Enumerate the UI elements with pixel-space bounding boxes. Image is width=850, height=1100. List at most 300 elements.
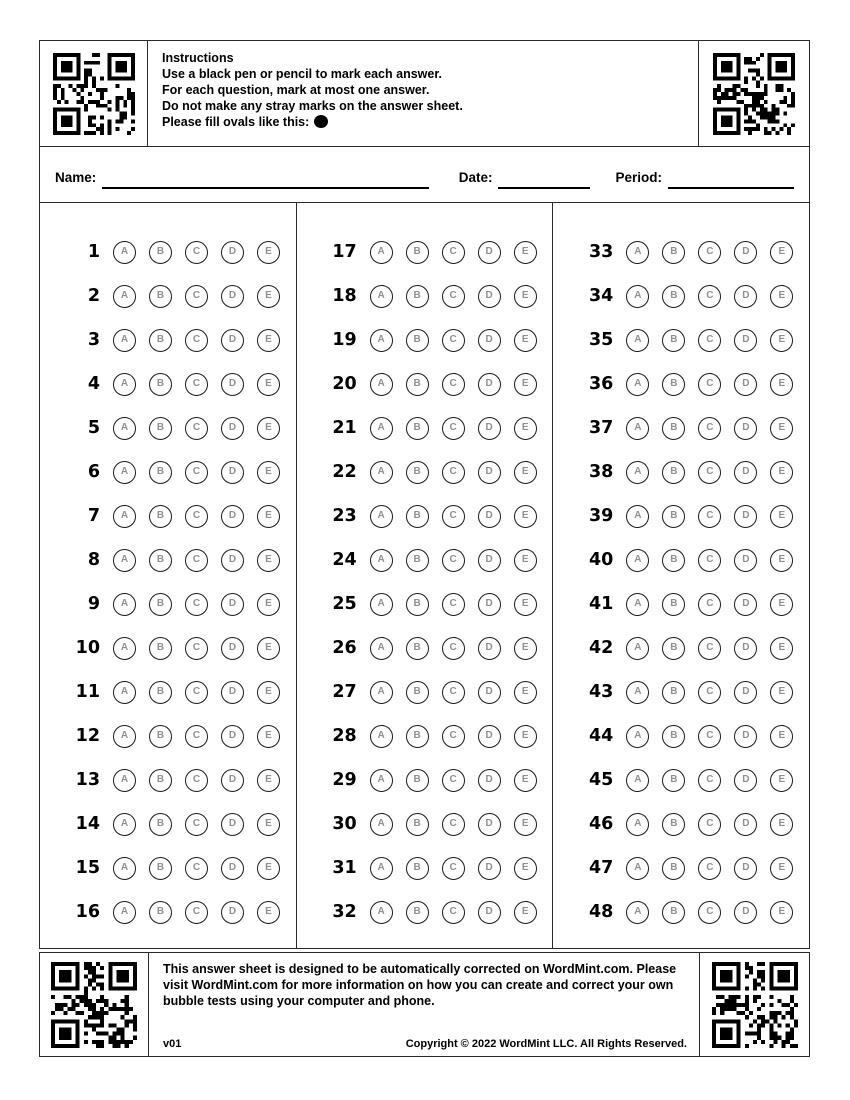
bubble-letter: B [670, 730, 678, 741]
bubble-q13-c[interactable] [185, 769, 208, 792]
bubble-q37-c[interactable] [698, 417, 721, 440]
bubble-q8-d[interactable] [221, 549, 244, 572]
bubble-q12-c[interactable] [185, 725, 208, 748]
bubble-letter: C [449, 290, 457, 301]
bubble-q29-e[interactable] [514, 769, 537, 792]
bubble-q2-d[interactable] [221, 285, 244, 308]
bubble-q18-e[interactable] [514, 285, 537, 308]
bubble-q9-c[interactable] [185, 593, 208, 616]
bubble-letter: E [265, 334, 272, 345]
bubble-q6-c[interactable] [185, 461, 208, 484]
bubble-q41-c[interactable] [698, 593, 721, 616]
bubble-q28-a[interactable] [370, 725, 393, 748]
bubble-q42-e[interactable] [770, 637, 793, 660]
bubble-q27-d[interactable] [478, 681, 501, 704]
bubble-q1-e[interactable] [257, 241, 280, 264]
date-field[interactable] [498, 171, 590, 189]
bubble-q22-d[interactable] [478, 461, 501, 484]
bubble-q29-b[interactable] [406, 769, 429, 792]
bubble-q14-a[interactable] [113, 813, 136, 836]
bubble-q20-b[interactable] [406, 373, 429, 396]
bubble-letter: B [670, 246, 678, 257]
bubble-q36-d[interactable] [734, 373, 757, 396]
bubble-q46-d[interactable] [734, 813, 757, 836]
bubble-group-8 [113, 549, 280, 572]
bubble-q20-d[interactable] [478, 373, 501, 396]
name-field[interactable] [102, 171, 428, 189]
bubble-q21-a[interactable] [370, 417, 393, 440]
bubble-letter: D [228, 642, 237, 653]
bubble-q26-c[interactable] [442, 637, 465, 660]
bubble-q6-b[interactable] [149, 461, 172, 484]
bubble-q34-e[interactable] [770, 285, 793, 308]
bubble-q10-b[interactable] [149, 637, 172, 660]
bubble-q34-b[interactable] [662, 285, 685, 308]
bubble-q38-d[interactable] [734, 461, 757, 484]
bubble-q24-c[interactable] [442, 549, 465, 572]
bubble-group-29 [370, 769, 537, 792]
bubble-q25-b[interactable] [406, 593, 429, 616]
bubble-group-22 [370, 461, 537, 484]
bubble-q30-a[interactable] [370, 813, 393, 836]
bubble-q20-a[interactable] [370, 373, 393, 396]
bubble-q32-b[interactable] [406, 901, 429, 924]
bubble-q41-a[interactable] [626, 593, 649, 616]
bubble-q17-d[interactable] [478, 241, 501, 264]
bubble-q29-d[interactable] [478, 769, 501, 792]
bubble-q6-d[interactable] [221, 461, 244, 484]
bubble-group-44 [626, 725, 793, 748]
bubble-q21-e[interactable] [514, 417, 537, 440]
bubble-q31-b[interactable] [406, 857, 429, 880]
bubble-q28-e[interactable] [514, 725, 537, 748]
bubble-q31-a[interactable] [370, 857, 393, 880]
bubble-q7-e[interactable] [257, 505, 280, 528]
bubble-q39-a[interactable] [626, 505, 649, 528]
bubble-q23-a[interactable] [370, 505, 393, 528]
bubble-q32-e[interactable] [514, 901, 537, 924]
bubble-letter: B [156, 554, 165, 565]
bubble-q10-e[interactable] [257, 637, 280, 660]
question-number-5: 5 [87, 418, 100, 438]
bubble-q5-a[interactable] [113, 417, 136, 440]
bubble-q25-e[interactable] [514, 593, 537, 616]
bubble-q15-e[interactable] [257, 857, 280, 880]
bubble-q48-a[interactable] [626, 901, 649, 924]
bubble-q28-b[interactable] [406, 725, 429, 748]
bubble-letter: E [778, 642, 786, 653]
bubble-q6-a[interactable] [113, 461, 136, 484]
bubble-q3-b[interactable] [149, 329, 172, 352]
bubble-q22-e[interactable] [514, 461, 537, 484]
bubble-q22-b[interactable] [406, 461, 429, 484]
bubble-q42-c[interactable] [698, 637, 721, 660]
bubble-q37-a[interactable] [626, 417, 649, 440]
bubble-q36-a[interactable] [626, 373, 649, 396]
bubble-q45-a[interactable] [626, 769, 649, 792]
bubble-q18-b[interactable] [406, 285, 429, 308]
bubble-group-3 [113, 329, 280, 352]
bubble-q11-b[interactable] [149, 681, 172, 704]
bubble-q9-b[interactable] [149, 593, 172, 616]
bubble-q35-d[interactable] [734, 329, 757, 352]
period-field[interactable] [668, 171, 794, 189]
bubble-q14-c[interactable] [185, 813, 208, 836]
bubble-q38-b[interactable] [662, 461, 685, 484]
question-number-18: 18 [332, 286, 357, 306]
bubble-q11-c[interactable] [185, 681, 208, 704]
bubble-letter: D [228, 598, 237, 609]
bubble-letter: D [228, 818, 237, 829]
question-row-23 [297, 494, 553, 538]
bubble-q7-c[interactable] [185, 505, 208, 528]
bubble-q11-d[interactable] [221, 681, 244, 704]
bubble-q21-c[interactable] [442, 417, 465, 440]
bubble-q26-d[interactable] [478, 637, 501, 660]
question-number-37: 37 [588, 418, 614, 438]
bubble-q23-e[interactable] [514, 505, 537, 528]
bubble-q9-e[interactable] [257, 593, 280, 616]
bubble-q46-c[interactable] [698, 813, 721, 836]
bubble-q21-d[interactable] [478, 417, 501, 440]
bubble-letter: E [778, 818, 786, 829]
bubble-q45-d[interactable] [734, 769, 757, 792]
bubble-q44-a[interactable] [626, 725, 649, 748]
bubble-q12-e[interactable] [257, 725, 280, 748]
bubble-q1-b[interactable] [149, 241, 172, 264]
bubble-group-9 [113, 593, 280, 616]
bubble-letter: D [742, 246, 750, 257]
bubble-q22-a[interactable] [370, 461, 393, 484]
bubble-q37-d[interactable] [734, 417, 757, 440]
bubble-q32-c[interactable] [442, 901, 465, 924]
bubble-q47-e[interactable] [770, 857, 793, 880]
bubble-group-19 [370, 329, 537, 352]
bubble-q16-a[interactable] [113, 901, 136, 924]
bubble-q12-a[interactable] [113, 725, 136, 748]
question-number-48: 48 [588, 902, 614, 922]
bubble-q10-a[interactable] [113, 637, 136, 660]
bubble-letter: E [521, 818, 529, 829]
bubble-q26-a[interactable] [370, 637, 393, 660]
bubble-letter: E [778, 246, 786, 257]
bubble-q19-b[interactable] [406, 329, 429, 352]
bubble-q14-b[interactable] [149, 813, 172, 836]
bubble-q4-a[interactable] [113, 373, 136, 396]
bubble-q5-d[interactable] [221, 417, 244, 440]
bubble-q2-e[interactable] [257, 285, 280, 308]
footer-left-qr-cell [40, 953, 149, 1056]
bubble-q27-b[interactable] [406, 681, 429, 704]
bubble-q17-a[interactable] [370, 241, 393, 264]
bubble-q29-c[interactable] [442, 769, 465, 792]
bubble-q8-c[interactable] [185, 549, 208, 572]
bubble-q6-e[interactable] [257, 461, 280, 484]
bubble-q30-c[interactable] [442, 813, 465, 836]
bubble-q22-c[interactable] [442, 461, 465, 484]
bubble-q27-e[interactable] [514, 681, 537, 704]
bubble-q40-b[interactable] [662, 549, 685, 572]
bubble-q47-a[interactable] [626, 857, 649, 880]
bubble-q2-a[interactable] [113, 285, 136, 308]
bubble-group-46 [626, 813, 793, 836]
bubble-q47-d[interactable] [734, 857, 757, 880]
question-number-31: 31 [332, 858, 357, 878]
bubble-q24-d[interactable] [478, 549, 501, 572]
bubble-q34-d[interactable] [734, 285, 757, 308]
bubble-q40-d[interactable] [734, 549, 757, 572]
bubble-q29-a[interactable] [370, 769, 393, 792]
bubble-q23-d[interactable] [478, 505, 501, 528]
bubble-q3-d[interactable] [221, 329, 244, 352]
bubble-q21-b[interactable] [406, 417, 429, 440]
bubble-q12-d[interactable] [221, 725, 244, 748]
question-number-15: 15 [75, 858, 100, 878]
bubble-q41-b[interactable] [662, 593, 685, 616]
bubble-q2-b[interactable] [149, 285, 172, 308]
bubble-q47-b[interactable] [662, 857, 685, 880]
bubble-q15-c[interactable] [185, 857, 208, 880]
bubble-q8-b[interactable] [149, 549, 172, 572]
bubble-q11-a[interactable] [113, 681, 136, 704]
question-row-31 [297, 846, 553, 890]
bubble-q26-b[interactable] [406, 637, 429, 660]
bubble-letter: B [413, 686, 421, 697]
bubble-q45-b[interactable] [662, 769, 685, 792]
bubble-q39-c[interactable] [698, 505, 721, 528]
bubble-q9-a[interactable] [113, 593, 136, 616]
bubble-q15-d[interactable] [221, 857, 244, 880]
footer-bottom-row [163, 1038, 687, 1050]
bubble-q44-e[interactable] [770, 725, 793, 748]
bubble-q15-a[interactable] [113, 857, 136, 880]
bubble-letter: C [706, 510, 714, 521]
bubble-group-12 [113, 725, 280, 748]
bubble-q3-e[interactable] [257, 329, 280, 352]
question-number-34: 34 [588, 286, 614, 306]
question-row-6 [40, 450, 296, 494]
bubble-q45-e[interactable] [770, 769, 793, 792]
bubble-q18-c[interactable] [442, 285, 465, 308]
bubble-q20-e[interactable] [514, 373, 537, 396]
bubble-q4-d[interactable] [221, 373, 244, 396]
bubble-q12-b[interactable] [149, 725, 172, 748]
bubble-q30-b[interactable] [406, 813, 429, 836]
bubble-q31-d[interactable] [478, 857, 501, 880]
bubble-q14-d[interactable] [221, 813, 244, 836]
bubble-q13-d[interactable] [221, 769, 244, 792]
bubble-q37-e[interactable] [770, 417, 793, 440]
bubble-q34-c[interactable] [698, 285, 721, 308]
bubble-q48-e[interactable] [770, 901, 793, 924]
bubble-q38-e[interactable] [770, 461, 793, 484]
bubble-q35-a[interactable] [626, 329, 649, 352]
bubble-q46-e[interactable] [770, 813, 793, 836]
bubble-q25-d[interactable] [478, 593, 501, 616]
bubble-q11-e[interactable] [257, 681, 280, 704]
bubble-q17-b[interactable] [406, 241, 429, 264]
bubble-q39-b[interactable] [662, 505, 685, 528]
bubble-q31-e[interactable] [514, 857, 537, 880]
bubble-q5-b[interactable] [149, 417, 172, 440]
bubble-q7-b[interactable] [149, 505, 172, 528]
bubble-q36-b[interactable] [662, 373, 685, 396]
bubble-q3-c[interactable] [185, 329, 208, 352]
bubble-q15-b[interactable] [149, 857, 172, 880]
bubble-q23-b[interactable] [406, 505, 429, 528]
bubble-q19-d[interactable] [478, 329, 501, 352]
bubble-q42-a[interactable] [626, 637, 649, 660]
bubble-q24-b[interactable] [406, 549, 429, 572]
bubble-q44-b[interactable] [662, 725, 685, 748]
bubble-q17-c[interactable] [442, 241, 465, 264]
bubble-q36-c[interactable] [698, 373, 721, 396]
bubble-q33-c[interactable] [698, 241, 721, 264]
qr-code-top-right-icon [713, 53, 795, 135]
bubble-q44-c[interactable] [698, 725, 721, 748]
bubble-q35-e[interactable] [770, 329, 793, 352]
question-number-32: 32 [332, 902, 357, 922]
bubble-q19-e[interactable] [514, 329, 537, 352]
bubble-q30-d[interactable] [478, 813, 501, 836]
bubble-q42-b[interactable] [662, 637, 685, 660]
bubble-q33-e[interactable] [770, 241, 793, 264]
bubble-q28-d[interactable] [478, 725, 501, 748]
bubble-q1-a[interactable] [113, 241, 136, 264]
question-row-21 [297, 406, 553, 450]
bubble-q16-d[interactable] [221, 901, 244, 924]
bubble-q19-c[interactable] [442, 329, 465, 352]
bubble-q44-d[interactable] [734, 725, 757, 748]
bubble-q34-a[interactable] [626, 285, 649, 308]
bubble-q39-d[interactable] [734, 505, 757, 528]
bubble-q16-e[interactable] [257, 901, 280, 924]
bubble-group-13 [113, 769, 280, 792]
bubble-letter: D [742, 422, 750, 433]
bubble-q5-c[interactable] [185, 417, 208, 440]
bubble-q43-e[interactable] [770, 681, 793, 704]
bubble-letter: A [377, 246, 385, 257]
bubble-letter: A [634, 906, 642, 917]
bubble-q13-b[interactable] [149, 769, 172, 792]
bubble-q24-a[interactable] [370, 549, 393, 572]
bubble-q14-e[interactable] [257, 813, 280, 836]
bubble-q38-a[interactable] [626, 461, 649, 484]
bubble-q13-e[interactable] [257, 769, 280, 792]
bubble-q2-c[interactable] [185, 285, 208, 308]
bubble-q1-d[interactable] [221, 241, 244, 264]
bubble-q13-a[interactable] [113, 769, 136, 792]
bubble-q4-e[interactable] [257, 373, 280, 396]
bubble-q28-c[interactable] [442, 725, 465, 748]
bubble-letter: D [228, 774, 237, 785]
bubble-q40-e[interactable] [770, 549, 793, 572]
bubble-q33-b[interactable] [662, 241, 685, 264]
bubble-q23-c[interactable] [442, 505, 465, 528]
bubble-q33-a[interactable] [626, 241, 649, 264]
bubble-q10-d[interactable] [221, 637, 244, 660]
bubble-q33-d[interactable] [734, 241, 757, 264]
bubble-q16-b[interactable] [149, 901, 172, 924]
bubble-q45-c[interactable] [698, 769, 721, 792]
bubble-q48-d[interactable] [734, 901, 757, 924]
bubble-group-23 [370, 505, 537, 528]
bubble-letter: B [413, 906, 421, 917]
bubble-q43-b[interactable] [662, 681, 685, 704]
bubble-q24-e[interactable] [514, 549, 537, 572]
bubble-q43-d[interactable] [734, 681, 757, 704]
question-row-34 [553, 274, 809, 318]
bubble-q4-b[interactable] [149, 373, 172, 396]
bubble-q36-e[interactable] [770, 373, 793, 396]
bubble-q43-c[interactable] [698, 681, 721, 704]
bubble-q32-d[interactable] [478, 901, 501, 924]
bubble-q37-b[interactable] [662, 417, 685, 440]
bubble-letter: B [413, 510, 421, 521]
bubble-letter: D [742, 554, 750, 565]
bubble-q8-a[interactable] [113, 549, 136, 572]
bubble-q17-e[interactable] [514, 241, 537, 264]
bubble-q1-c[interactable] [185, 241, 208, 264]
bubble-q40-c[interactable] [698, 549, 721, 572]
bubble-q9-d[interactable] [221, 593, 244, 616]
question-number-13: 13 [75, 770, 100, 790]
bubble-q31-c[interactable] [442, 857, 465, 880]
bubble-q16-c[interactable] [185, 901, 208, 924]
bubble-letter: A [120, 466, 129, 477]
bubble-q32-a[interactable] [370, 901, 393, 924]
bubble-q4-c[interactable] [185, 373, 208, 396]
question-row-36 [553, 362, 809, 406]
bubble-q3-a[interactable] [113, 329, 136, 352]
bubble-q25-a[interactable] [370, 593, 393, 616]
bubble-q41-e[interactable] [770, 593, 793, 616]
question-row-45 [553, 758, 809, 802]
bubble-q40-a[interactable] [626, 549, 649, 572]
bubble-q7-d[interactable] [221, 505, 244, 528]
bubble-letter: B [670, 554, 678, 565]
bubble-letter: D [485, 466, 493, 477]
bubble-q43-a[interactable] [626, 681, 649, 704]
bubble-letter: E [778, 510, 786, 521]
bubble-q38-c[interactable] [698, 461, 721, 484]
bubble-q10-c[interactable] [185, 637, 208, 660]
bubble-q41-d[interactable] [734, 593, 757, 616]
bubble-q26-e[interactable] [514, 637, 537, 660]
bubble-q30-e[interactable] [514, 813, 537, 836]
bubble-q25-c[interactable] [442, 593, 465, 616]
bubble-q46-a[interactable] [626, 813, 649, 836]
bubble-q35-b[interactable] [662, 329, 685, 352]
bubble-q46-b[interactable] [662, 813, 685, 836]
bubble-q7-a[interactable] [113, 505, 136, 528]
bubble-q27-c[interactable] [442, 681, 465, 704]
bubble-q18-d[interactable] [478, 285, 501, 308]
bubble-q47-c[interactable] [698, 857, 721, 880]
bubble-q48-c[interactable] [698, 901, 721, 924]
bubble-q35-c[interactable] [698, 329, 721, 352]
bubble-q48-b[interactable] [662, 901, 685, 924]
bubble-q19-a[interactable] [370, 329, 393, 352]
bubble-q8-e[interactable] [257, 549, 280, 572]
bubble-q39-e[interactable] [770, 505, 793, 528]
bubble-q20-c[interactable] [442, 373, 465, 396]
bubble-letter: D [485, 906, 493, 917]
bubble-q18-a[interactable] [370, 285, 393, 308]
bubble-q27-a[interactable] [370, 681, 393, 704]
bubble-q5-e[interactable] [257, 417, 280, 440]
bubble-q42-d[interactable] [734, 637, 757, 660]
